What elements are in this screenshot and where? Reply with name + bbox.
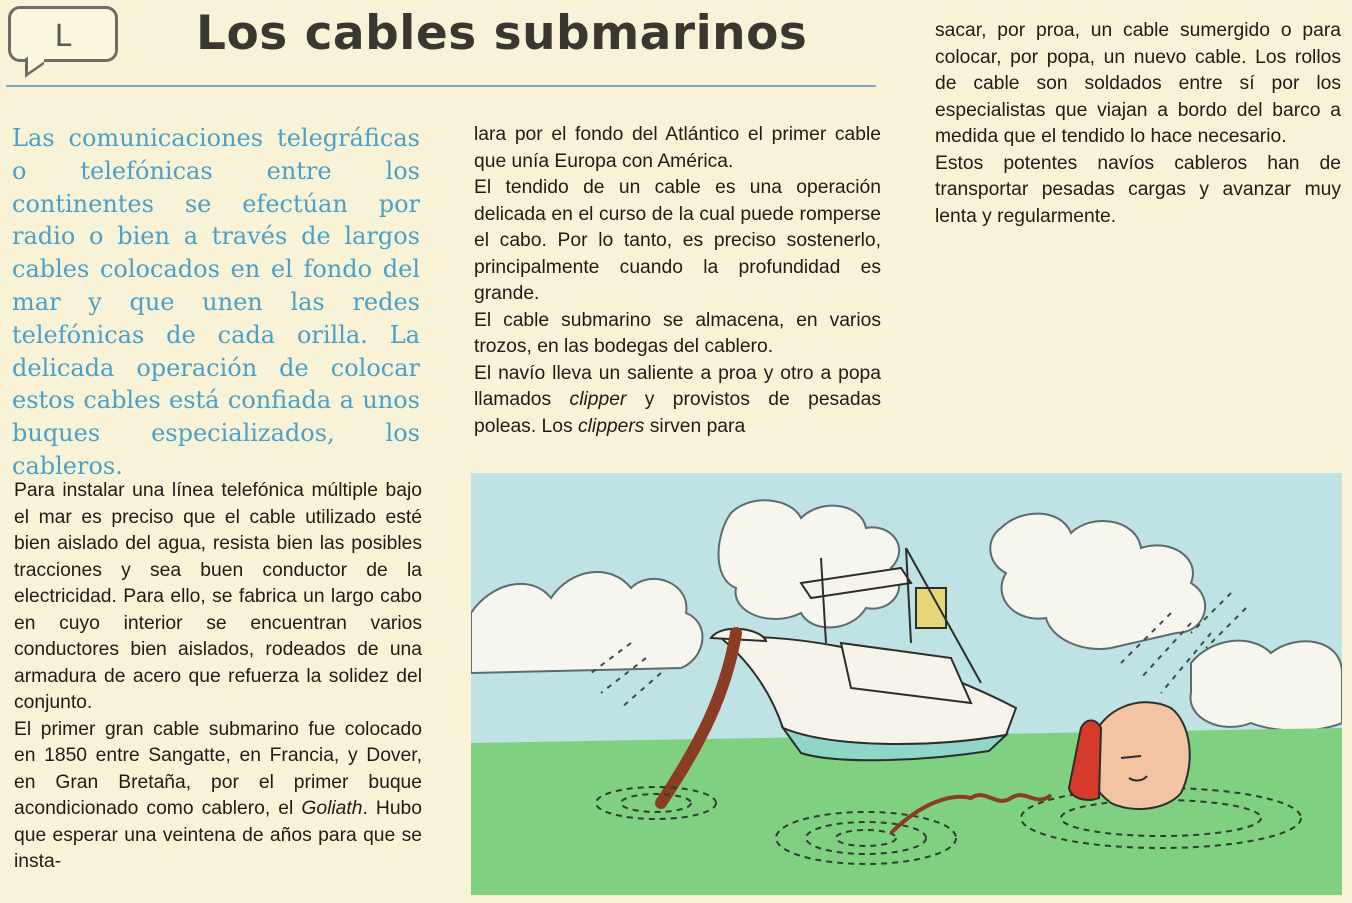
column2-paragraph-1: lara por el fondo del Atlántico el primer cable que unía Europa con América. [474,124,881,172]
title-divider [6,85,876,87]
cloud-far-right [1191,641,1342,731]
intro-paragraph: Las comunicaciones telegráficas o telefónicas entre los continentes se efectúan por radio o bien a través de largos cables colocados en el fondo del mar y que unen las redes telefónicas de cada orilla. La delicada operación de colocar estos cables está confiada a unos buques especializados, los cableros. [12,124,420,480]
column1-paragraph-2-end: . Hubo que esperar una veintena de años para que se insta- [14,798,422,872]
illustration-canvas [471,473,1342,895]
column2-paragraph-2: El tendido de un cable es una operación delicada en el curso de la cual puede romperse el cabo. Por lo tanto, es preciso sostenerlo, principalmente cuando la profundidad es grande. [474,177,881,304]
section-letter-tab [8,6,118,62]
column2-paragraph-4-c: sirven para [644,415,746,437]
column3-paragraph-1: sacar, por proa, un cable sumergido o para colocar, por popa, un nuevo cable. Los rollos de cable son soldados entre sí por los especialistas que viajan a bordo del barco a medida que el tendido lo hace necesario. [935,20,1341,147]
column3-paragraph-2: Estos potentes navíos cableros han de transportar pesadas cargas y avanzar muy lenta y regularmente. [935,152,1341,227]
cable-ship-illustration [471,473,1342,895]
term-clippers: clippers [577,415,645,437]
column2-paragraph-4-a: El navío lleva un saliente a proa y otro a popa llamados [474,362,881,410]
text-column-3 [935,18,1341,230]
term-clipper: clipper [569,389,627,410]
cloud-left [471,572,702,673]
column1-paragraph-1: Para instalar una línea telefónica múltiple bajo el mar es preciso que el cable utilizado esté bien aislado del agua, resista bien las posibles tracciones y sea buen conductor de la electricidad. Para ello, se fabrica un largo cabo en cuyo interior se encuentran varios conductores bien aislados, rodeados de una armadura de acero que refuerza la solidez del conjunto. [14,480,422,713]
column1-paragraph-2 [14,717,422,876]
column2-paragraph-3: El cable submarino se almacena, en varios trozos, en las bodegas del cablero. [474,309,881,357]
section-letter: L [54,19,72,54]
column2-paragraph-4-b: y provistos de pesadas poleas. Los [474,389,881,437]
ship-name: Goliath [301,798,363,819]
page-title: Los cables submarinos [196,6,808,61]
text-column-2 [474,122,881,440]
column1-paragraph-2-text: El primer gran cable submarino fue colocado en 1850 entre Sangatte, en Francia, y Dover, en Gran Bretaña, por el primer buque acondicionado como cablero, el [14,718,422,819]
column2-paragraph-4 [474,361,881,441]
text-column-1 [14,478,422,876]
